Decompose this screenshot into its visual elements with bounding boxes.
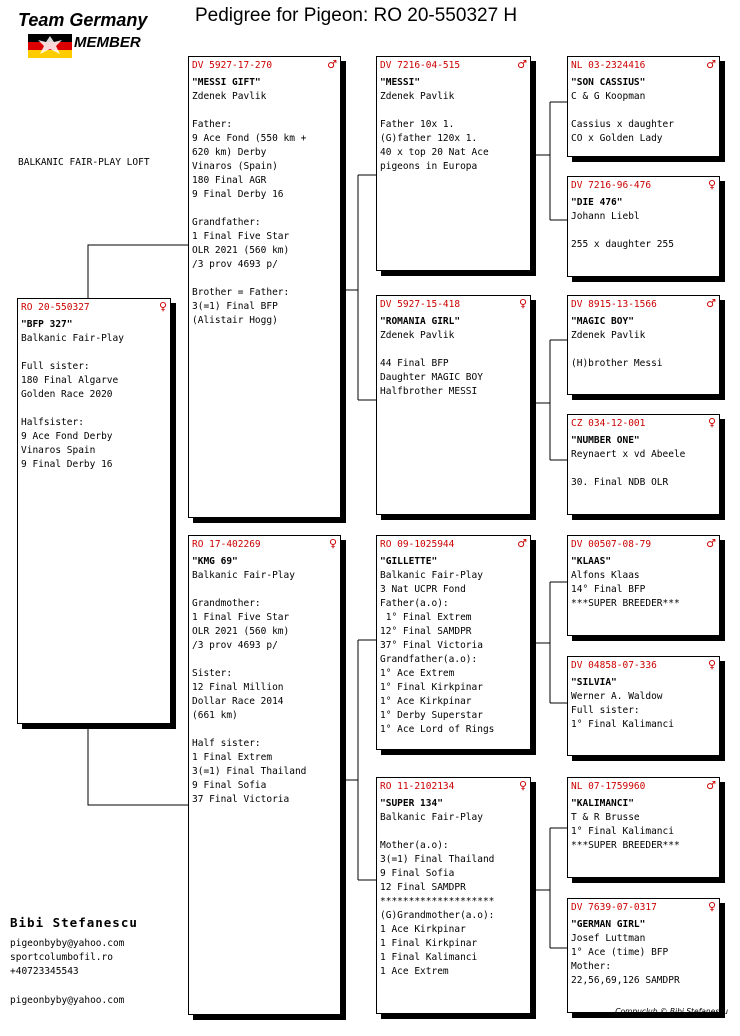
pedigree-note-line — [192, 653, 337, 667]
pigeon-name: "GILLETTE" — [380, 556, 438, 567]
male-symbol-icon: ♂ — [517, 537, 527, 550]
pigeon-card-dss — [567, 535, 720, 636]
ring-number — [571, 901, 716, 915]
pigeon-card-sire-sire — [376, 56, 531, 271]
pedigree-note-line: Sister: — [192, 668, 233, 679]
pedigree-note-line: Halfsister: — [21, 417, 84, 428]
ring-number-text: RO 20-550327 — [21, 302, 90, 313]
ring-number — [192, 538, 337, 552]
pigeon-card-subject — [17, 298, 171, 724]
male-symbol-icon: ♂ — [706, 779, 716, 792]
pedigree-note-line: 1° Final Kirkpinar — [380, 682, 483, 693]
pedigree-note-line: 40 x top 20 Nat Ace — [380, 147, 489, 158]
male-symbol-icon: ♂ — [706, 537, 716, 550]
pigeon-card-sire — [188, 56, 341, 518]
ring-number-text: NL 03-2324416 — [571, 60, 646, 71]
pedigree-note-line: CO x Golden Lady — [571, 133, 663, 144]
pedigree-note-line: 12 Final SAMDPR — [380, 882, 466, 893]
ring-number — [380, 780, 527, 794]
pigeon-name: "MESSI GIFT" — [192, 77, 261, 88]
pigeon-name: "SILVIA" — [571, 677, 617, 688]
ring-number — [571, 780, 716, 794]
pedigree-note-line: 1° Derby Superstar — [380, 710, 483, 721]
pedigree-note-line: Balkanic Fair-Play — [380, 812, 483, 823]
pedigree-note-line: OLR 2021 (560 km) — [192, 245, 290, 256]
ring-number-text: DV 7216-96-476 — [571, 180, 652, 191]
pedigree-note-line: ******************** — [380, 896, 495, 907]
pedigree-note-line: Cassius x daughter — [571, 119, 674, 130]
pedigree-note-line: 180 Final Algarve — [21, 375, 119, 386]
pedigree-note-line: 14° Final BFP — [571, 584, 646, 595]
pigeon-name: "DIE 476" — [571, 197, 623, 208]
pigeon-card-sdd — [567, 414, 720, 515]
female-symbol-icon: ♀ — [707, 658, 716, 671]
pedigree-note-line: Father(a.o): — [380, 598, 449, 609]
ring-number-text: RO 11-2102134 — [380, 781, 455, 792]
pedigree-note-line: 30. Final NDB OLR — [571, 477, 669, 488]
author-email-secondary[interactable]: pigeonbyby@yahoo.com — [10, 995, 125, 1006]
pedigree-note-line: Werner A. Waldow — [571, 691, 663, 702]
pedigree-note-line: Alfons Klaas — [571, 570, 640, 581]
pedigree-note-line: (G)Grandmother(a.o): — [380, 910, 495, 921]
female-symbol-icon: ♀ — [518, 779, 527, 792]
pedigree-note-line: 1° Ace Extrem — [380, 668, 455, 679]
ring-number-text: DV 7639-07-0317 — [571, 902, 657, 913]
ring-number — [380, 59, 527, 73]
pedigree-note-line: Dollar Race 2014 — [192, 696, 284, 707]
pedigree-note-line: Reynaert x vd Abeele — [571, 449, 686, 460]
author-email[interactable]: pigeonbyby@yahoo.com — [10, 938, 125, 949]
pedigree-note-line: 9 Final Sofia — [192, 780, 267, 791]
pedigree-note-line: pigeons in Europa — [380, 161, 478, 172]
pigeon-name: "BFP 327" — [21, 319, 73, 330]
pigeon-name: "KALIMANCI" — [571, 798, 634, 809]
pedigree-note-line: 1 Final Kalimanci — [380, 952, 478, 963]
ring-number — [571, 298, 716, 312]
ring-number-text: RO 17-402269 — [192, 539, 261, 550]
pedigree-note-line — [571, 104, 716, 118]
ring-number — [571, 538, 716, 552]
loft-name: BALKANIC FAIR-PLAY LOFT — [18, 157, 150, 168]
pedigree-note-line: ***SUPER BREEDER*** — [571, 840, 680, 851]
pedigree-note-line — [21, 346, 167, 360]
pigeon-name: "MESSI" — [380, 77, 421, 88]
male-symbol-icon: ♂ — [327, 58, 337, 71]
pedigree-note-line: 9 Final Derby 16 — [21, 459, 113, 470]
female-symbol-icon: ♀ — [707, 900, 716, 913]
pedigree-note-line: 620 km) Derby — [192, 147, 267, 158]
pedigree-note-line — [571, 462, 716, 476]
male-symbol-icon: ♂ — [706, 58, 716, 71]
pedigree-note-line: 1 Final Five Star — [192, 231, 290, 242]
pedigree-note-line: ***SUPER BREEDER*** — [571, 598, 680, 609]
pedigree-note-line — [192, 723, 337, 737]
ring-number — [571, 417, 716, 431]
pigeon-card-dsd — [567, 656, 720, 756]
pedigree-note-line — [571, 343, 716, 357]
male-symbol-icon: ♂ — [517, 58, 527, 71]
ring-number — [571, 179, 716, 193]
pedigree-note-line: 12° Final SAMDPR — [380, 626, 472, 637]
female-symbol-icon: ♀ — [707, 416, 716, 429]
pedigree-note-line: 3(=1) Final BFP — [192, 301, 278, 312]
pedigree-note-line: OLR 2021 (560 km) — [192, 626, 290, 637]
pedigree-note-line — [21, 402, 167, 416]
pedigree-note-line: Josef Luttman — [571, 933, 646, 944]
pedigree-note-line — [380, 825, 527, 839]
pedigree-note-line — [192, 202, 337, 216]
pedigree-note-line: 180 Final AGR — [192, 175, 267, 186]
ring-number — [380, 538, 527, 552]
pedigree-note-line: T & R Brusse — [571, 812, 640, 823]
page-title: Pedigree for Pigeon: RO 20-550327 H — [195, 5, 518, 26]
pedigree-note-line: (Alistair Hogg) — [192, 315, 278, 326]
female-symbol-icon: ♀ — [158, 300, 167, 313]
pedigree-note-line: 12 Final Million — [192, 682, 284, 693]
ring-number-text: DV 00507-08-79 — [571, 539, 652, 550]
pigeon-card-dam-dam — [376, 777, 531, 1014]
ring-number-text: DV 04858-07-336 — [571, 660, 657, 671]
pedigree-note-line: Daughter MAGIC BOY — [380, 372, 483, 383]
ring-number — [571, 59, 716, 73]
ring-number — [571, 659, 716, 673]
pedigree-note-line — [380, 343, 527, 357]
pedigree-note-line: 3 Nat UCPR Fond — [380, 584, 466, 595]
pedigree-note-line: 1° Ace (time) BFP — [571, 947, 669, 958]
pedigree-note-line: 1 Final Extrem — [192, 752, 273, 763]
pedigree-note-line: Mother(a.o): — [380, 840, 449, 851]
pigeon-name: "KMG 69" — [192, 556, 238, 567]
male-symbol-icon: ♂ — [706, 297, 716, 310]
pigeon-name: "GERMAN GIRL" — [571, 919, 646, 930]
pedigree-note-line: 9 Ace Fond (550 km + — [192, 133, 307, 144]
pedigree-note-line: 1° Ace Kirkpinar — [380, 696, 472, 707]
pedigree-note-line: Grandfather(a.o): — [380, 654, 478, 665]
pigeon-card-dam-sire — [376, 535, 531, 750]
pedigree-note-line: Vinaros Spain — [21, 445, 96, 456]
pedigree-note-line: 37 Final Victoria — [192, 794, 290, 805]
pedigree-note-line: 1° Ace Lord of Rings — [380, 724, 495, 735]
ring-number-text: DV 5927-15-418 — [380, 299, 461, 310]
pedigree-note-line: /3 prov 4693 p/ — [192, 640, 278, 651]
footer-credit: Compuclub © Bibi Stefanescu — [615, 1007, 728, 1016]
pedigree-note-line: (G)father 120x 1. — [380, 133, 478, 144]
pedigree-note-line: Balkanic Fair-Play — [380, 570, 483, 581]
pedigree-note-line: Full sister: — [571, 705, 640, 716]
author-name: Bibi Stefanescu — [10, 915, 138, 930]
pedigree-note-line: 37° Final Victoria — [380, 640, 483, 651]
pigeon-card-ssd — [567, 176, 720, 277]
author-phone: +40723345543 — [10, 966, 79, 977]
pedigree-note-line: 1 Final Five Star — [192, 612, 290, 623]
pedigree-note-line: 1 Ace Extrem — [380, 966, 449, 977]
female-symbol-icon: ♀ — [328, 537, 337, 550]
pedigree-note-line: (661 km) — [192, 710, 238, 721]
pedigree-note-line: Zdenek Pavlik — [571, 330, 646, 341]
pedigree-note-line: 44 Final BFP — [380, 358, 449, 369]
pedigree-note-line: Balkanic Fair-Play — [192, 570, 295, 581]
logo-team-text: Team Germany — [18, 10, 148, 30]
pigeon-card-ddd — [567, 898, 720, 1013]
ring-number-text: DV 8915-13-1566 — [571, 299, 657, 310]
pedigree-note-line: Halfbrother MESSI — [380, 386, 478, 397]
pedigree-note-line: 1 Final Kirkpinar — [380, 938, 478, 949]
pedigree-note-line: 1 Ace Kirkpinar — [380, 924, 466, 935]
female-symbol-icon: ♀ — [707, 178, 716, 191]
pigeon-name: "SUPER 134" — [380, 798, 443, 809]
pedigree-note-line: 22,56,69,126 SAMDPR — [571, 975, 680, 986]
pedigree-note-line: (H)brother Messi — [571, 358, 663, 369]
pedigree-note-line — [380, 104, 527, 118]
pedigree-note-line: C & G Koopman — [571, 91, 646, 102]
pedigree-note-line: Mother: — [571, 961, 612, 972]
pedigree-note-line: Vinaros (Spain) — [192, 161, 278, 172]
pedigree-note-line: 1° Final Kalimanci — [571, 826, 674, 837]
pigeon-card-dam — [188, 535, 341, 1015]
pigeon-name: "KLAAS" — [571, 556, 612, 567]
pedigree-note-line — [192, 583, 337, 597]
ring-number — [192, 59, 337, 73]
pigeon-card-sire-dam — [376, 295, 531, 515]
pedigree-note-line: 3(=1) Final Thailand — [380, 854, 495, 865]
pedigree-note-line: Golden Race 2020 — [21, 389, 113, 400]
pedigree-note-line: 1° Final Extrem — [380, 612, 472, 623]
pigeon-name: "SON CASSIUS" — [571, 77, 646, 88]
pedigree-note-line: Zdenek Pavlik — [192, 91, 267, 102]
pedigree-note-line: Zdenek Pavlik — [380, 330, 455, 341]
ring-number-text: NL 07-1759960 — [571, 781, 646, 792]
pigeon-card-sds — [567, 295, 720, 395]
pedigree-note-line: /3 prov 4693 p/ — [192, 259, 278, 270]
pedigree-note-line: Father 10x 1. — [380, 119, 455, 130]
pigeon-name: "NUMBER ONE" — [571, 435, 640, 446]
ring-number-text: DV 5927-17-270 — [192, 60, 273, 71]
pedigree-note-line: Brother = Father: — [192, 287, 290, 298]
pigeon-name: "ROMANIA GIRL" — [380, 316, 461, 327]
pedigree-note-line: 9 Final Sofia — [380, 868, 455, 879]
pedigree-note-line — [192, 104, 337, 118]
ring-number-text: RO 09-1025944 — [380, 539, 455, 550]
female-symbol-icon: ♀ — [518, 297, 527, 310]
pedigree-note-line: 9 Ace Fond Derby — [21, 431, 113, 442]
pedigree-note-line: 9 Final Derby 16 — [192, 189, 284, 200]
pedigree-note-line: 1° Final Kalimanci — [571, 719, 674, 730]
pigeon-card-sss — [567, 56, 720, 157]
pedigree-note-line: Zdenek Pavlik — [380, 91, 455, 102]
pedigree-note-line: Balkanic Fair-Play — [21, 333, 124, 344]
ring-number — [21, 301, 167, 315]
pedigree-note-line: Grandmother: — [192, 598, 261, 609]
pigeon-card-dds — [567, 777, 720, 878]
logo-member-text: MEMBER — [74, 34, 141, 51]
ring-number-text: CZ 034-12-001 — [571, 418, 646, 429]
pedigree-note-line: Half sister: — [192, 738, 261, 749]
pedigree-note-line — [571, 224, 716, 238]
ring-number-text: DV 7216-04-515 — [380, 60, 461, 71]
ring-number — [380, 298, 527, 312]
pedigree-note-line: Grandfather: — [192, 217, 261, 228]
pedigree-note-line: Full sister: — [21, 361, 90, 372]
pedigree-note-line: 255 x daughter 255 — [571, 239, 674, 250]
pedigree-note-line: 3(=1) Final Thailand — [192, 766, 307, 777]
pigeon-name: "MAGIC BOY" — [571, 316, 634, 327]
author-website[interactable]: sportcolumbofil.ro — [10, 952, 113, 963]
pedigree-note-line: Father: — [192, 119, 233, 130]
pedigree-note-line — [192, 272, 337, 286]
pedigree-note-line: Johann Liebl — [571, 211, 640, 222]
